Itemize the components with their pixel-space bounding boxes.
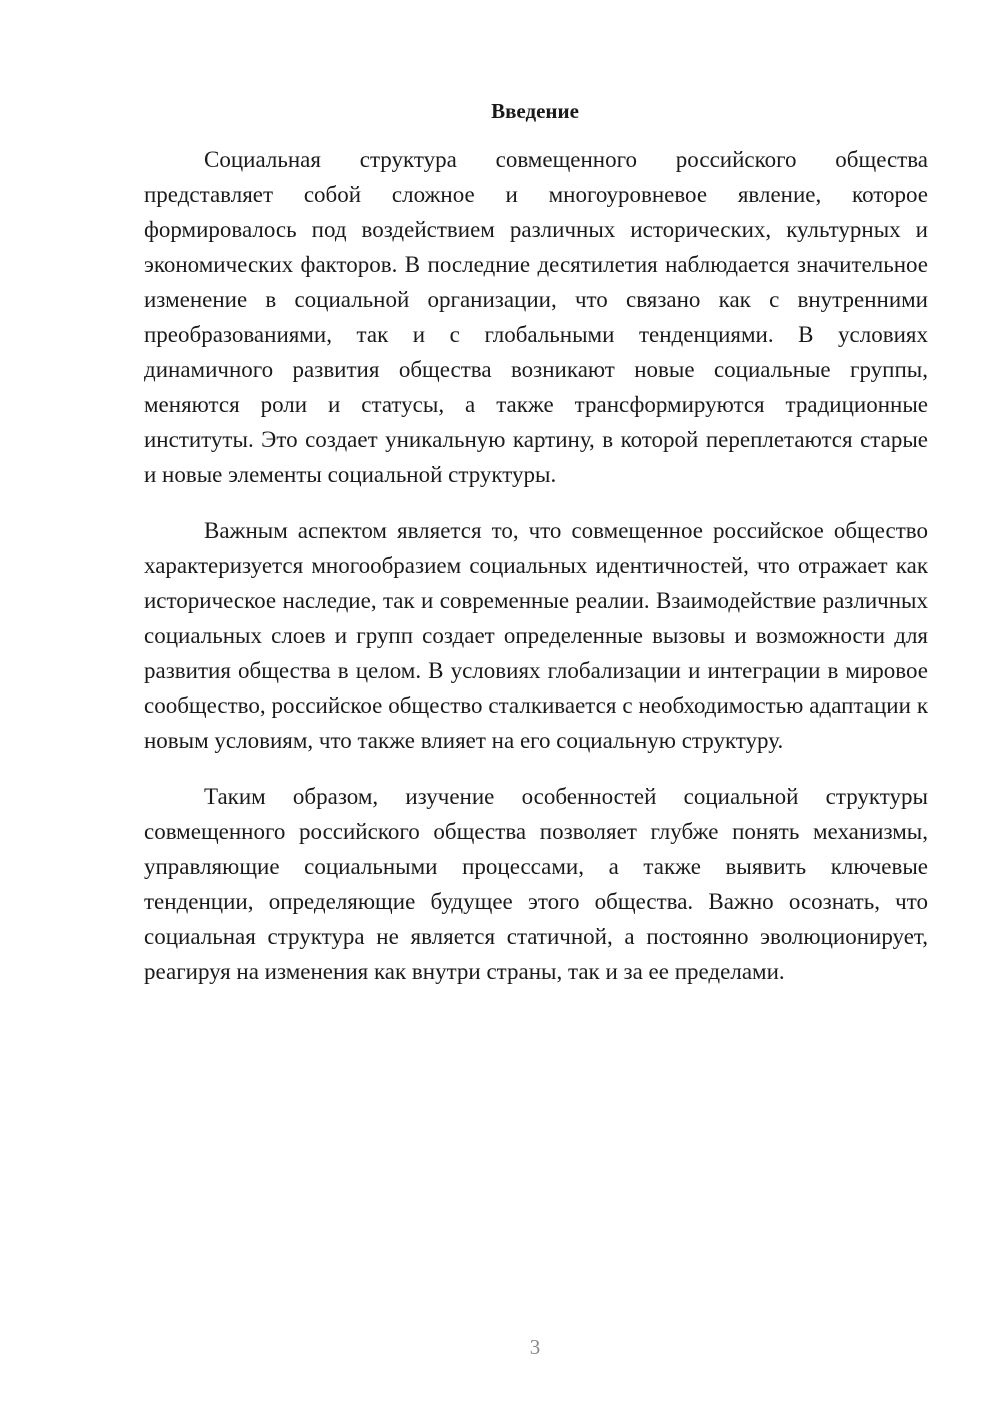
page-title: Введение bbox=[491, 99, 579, 123]
page-number: 3 bbox=[529, 1335, 541, 1359]
paragraph-2: Важным аспектом является то, что совмещенное российское общество характеризуется многообразием социальных идентичностей, что отражает как историческое наследие, так и современные реалии. Взаимодействие различных социальных слоев и групп создает определенные вызовы и возможности для развития общества в целом. В условиях глобализации и интеграции в мировое сообщество, российское общество сталкивается с необходимостью адаптации к новым условиям, что также влияет на его социальную структуру. bbox=[144, 518, 928, 753]
body-text bbox=[144, 142, 928, 1010]
paragraph-1: Социальная структура совмещенного российского общества представляет собой сложное и многоуровневое явление, которое формировалось под воздействием различных исторических, культурных и экономических факторов. В последние десятилетия наблюдается значительное изменение в социальной организации, что связано как с внутренними преобразованиями, так и с глобальными тенденциями. В условиях динамичного развития общества возникают новые социальные группы, меняются роли и статусы, а также трансформируются традиционные институты. Это создает уникальную картину, в которой переплетаются старые и новые элементы социальной структуры. bbox=[144, 147, 928, 487]
paragraph-3: Таким образом, изучение особенностей социальной структуры совмещенного российского общества позволяет глубже понять механизмы, управляющие социальными процессами, а также выявить ключевые тенденции, определяющие будущее этого общества. Важно осознать, что социальная структура не является статичной, а постоянно эволюционирует, реагируя на изменения как внутри страны, так и за ее пределами. bbox=[144, 784, 928, 984]
